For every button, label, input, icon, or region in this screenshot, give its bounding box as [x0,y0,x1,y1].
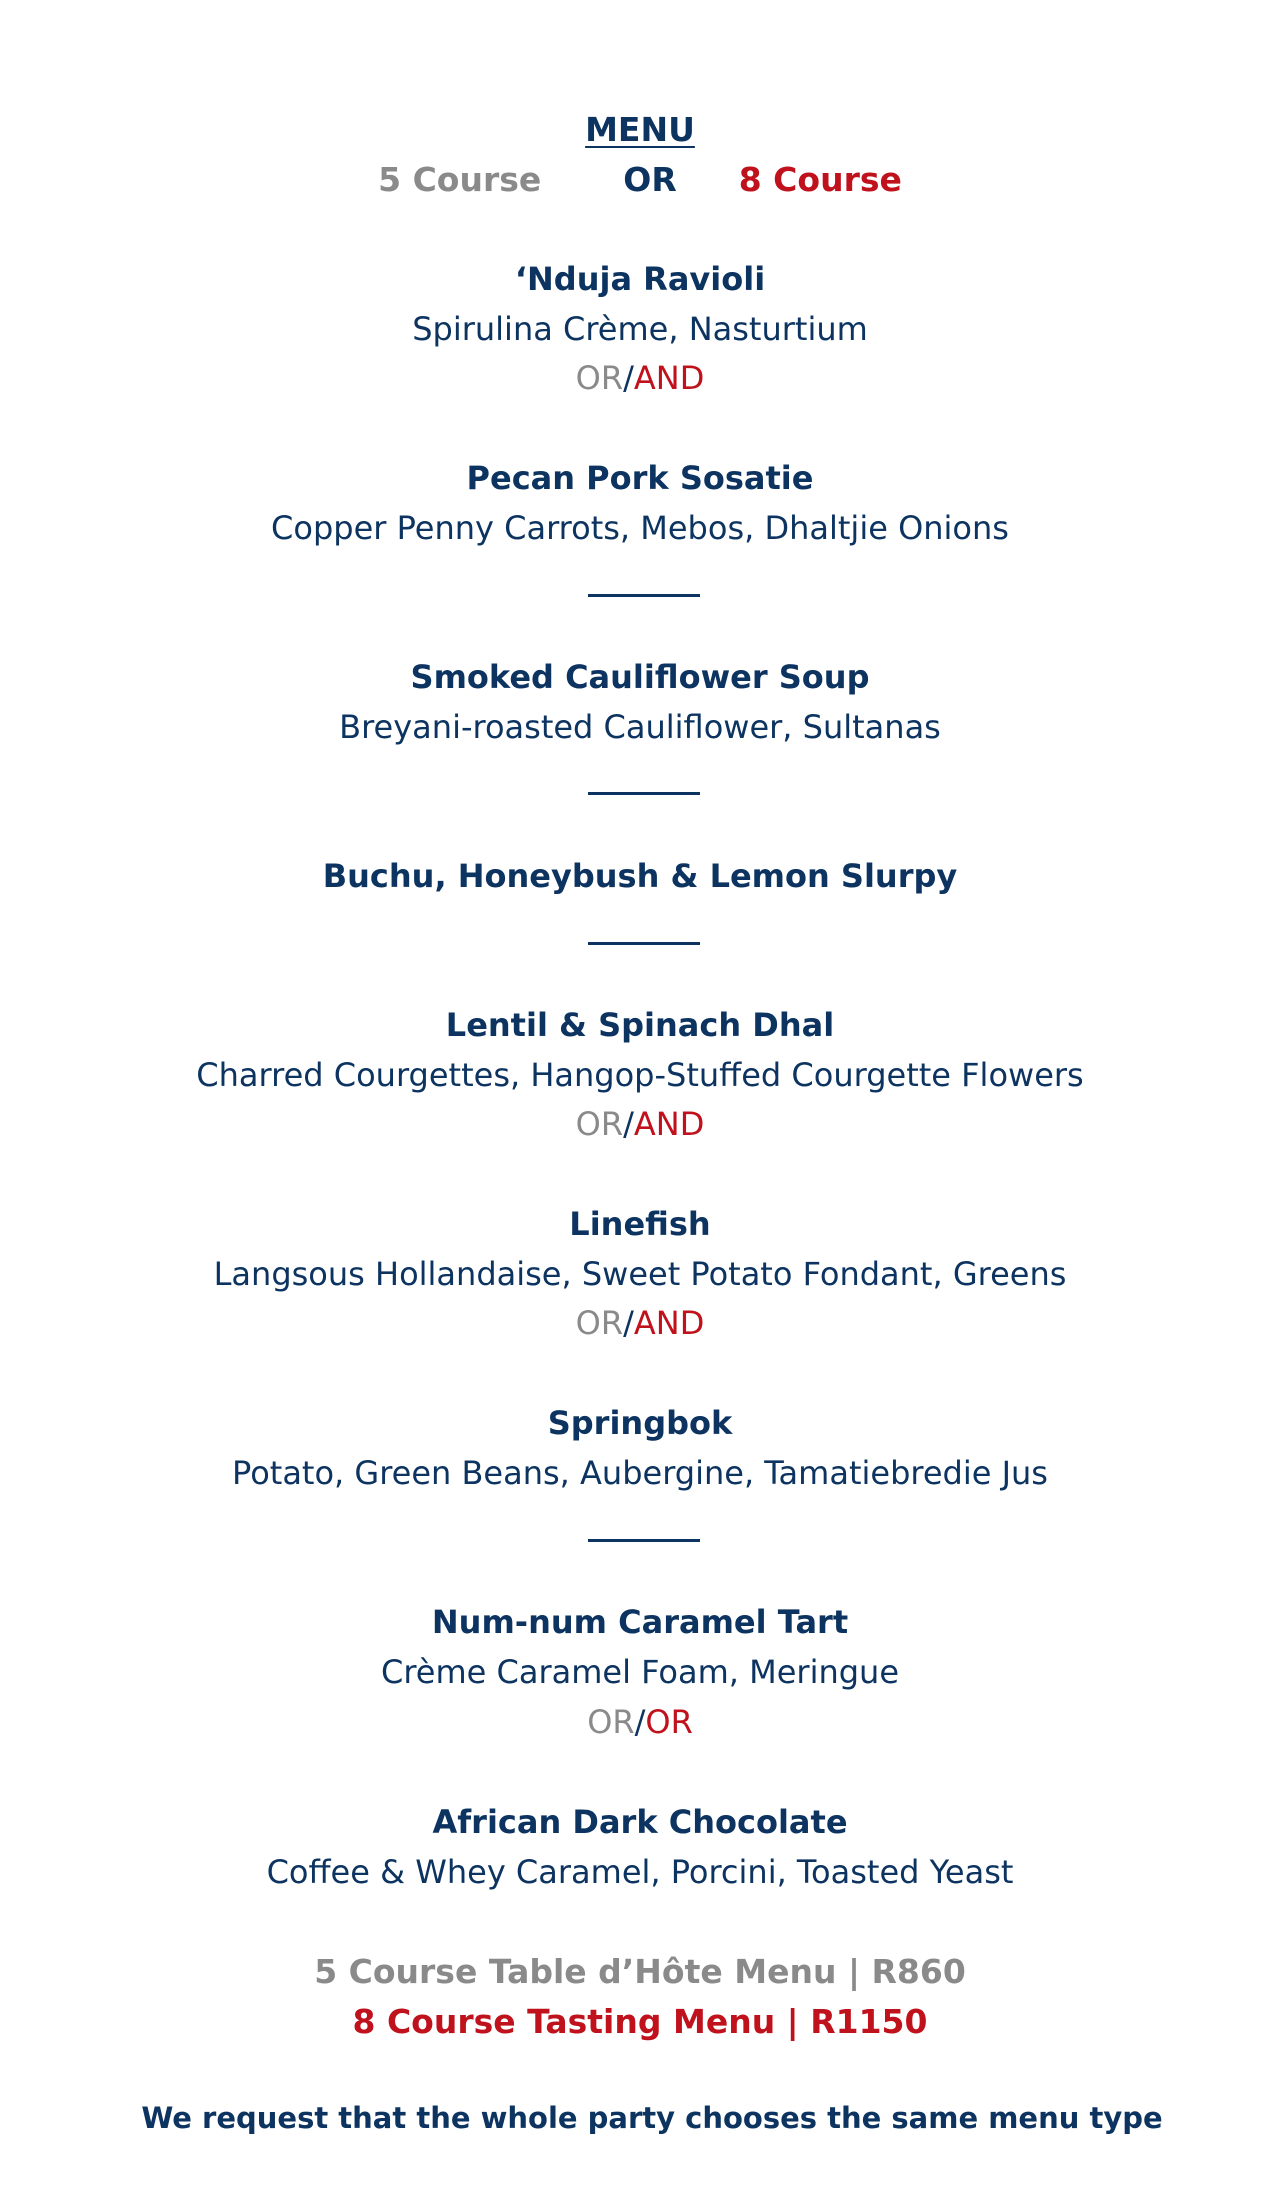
connector-or: OR [587,1703,635,1741]
option-or: OR [623,160,677,199]
or-and-connector [0,1105,1280,1143]
connector-slash: / [623,359,634,397]
dish-name: Smoked Cauliflower Soup [410,658,870,696]
dish-description: Coffee & Whey Caramel, Porcini, Toasted Yeast [266,1853,1014,1891]
dish-name: Pecan Pork Sosatie [466,459,814,497]
connector-slash: / [623,1304,634,1342]
or-and-connector [0,1304,1280,1342]
section-divider [588,942,700,945]
dish-description: Spirulina Crème, Nasturtium [412,310,868,348]
connector-slash: / [623,1105,634,1143]
section-divider [588,594,700,597]
section-divider [588,1539,700,1542]
connector-or: OR [575,359,624,397]
dish-name: ‘Nduja Ravioli [514,260,766,298]
option-eight-course: 8 Course [738,160,902,199]
course-options [0,160,1280,199]
party-request-note: We request that the whole party chooses the same menu type [141,2101,1163,2135]
dish-description: Potato, Green Beans, Aubergine, Tamatiebredie Jus [232,1454,1048,1492]
dish-description: Breyani-roasted Cauliflower, Sultanas [339,708,941,746]
section-divider [588,792,700,795]
dish-description: Charred Courgettes, Hangop-Stuffed Courgette Flowers [196,1056,1084,1094]
or-and-connector [0,359,1280,397]
dish-name: African Dark Chocolate [432,1803,848,1841]
dish-description: Langsous Hollandaise, Sweet Potato Fondant, Greens [213,1255,1067,1293]
dish-name: Lentil & Spinach Dhal [445,1006,835,1044]
dish-name: Buchu, Honeybush & Lemon Slurpy [322,857,958,895]
dish-description: Crème Caramel Foam, Meringue [380,1653,900,1691]
dish-name: Linefish [569,1205,711,1243]
connector-or: OR [575,1105,624,1143]
dish-name: Springbok [547,1404,733,1442]
price-five-course: 5 Course Table d’Hôte Menu | R860 [314,1952,966,1991]
option-five-course: 5 Course [378,160,542,199]
connector-and: AND [633,359,705,397]
connector-slash: / [634,1703,646,1741]
menu-title: MENU [585,110,695,149]
connector-and: AND [633,1105,705,1143]
connector-or: OR [575,1304,624,1342]
price-eight-course: 8 Course Tasting Menu | R1150 [352,2002,928,2041]
or-or-connector [0,1703,1280,1741]
dish-description: Copper Penny Carrots, Mebos, Dhaltjie Onions [271,509,1009,547]
connector-and: AND [633,1304,705,1342]
connector-or-alt: OR [645,1703,693,1741]
dish-name: Num-num Caramel Tart [431,1603,849,1641]
